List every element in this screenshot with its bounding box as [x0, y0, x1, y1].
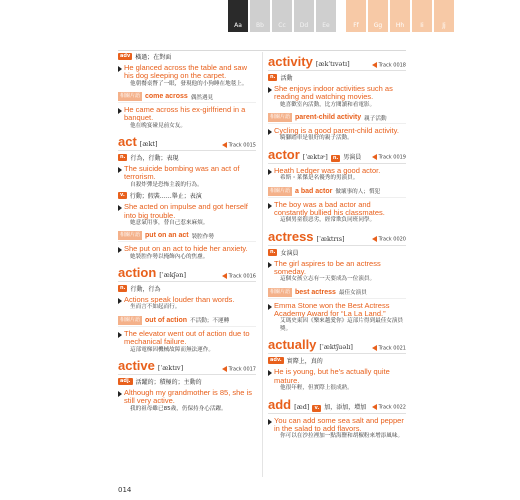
entry-header: [118, 265, 256, 282]
phrase-english: parent-child activity: [295, 114, 362, 122]
tab-label: Bb: [256, 22, 264, 29]
track-label: Track 0021: [378, 345, 406, 352]
audio-track[interactable]: [372, 345, 406, 352]
track-label: Track 0015: [228, 142, 256, 149]
definition-text: 男演員: [343, 153, 362, 161]
track-label: Track 0017: [228, 366, 256, 373]
track-label: Track 0019: [378, 154, 406, 161]
pos-badge: v.: [120, 192, 125, 199]
headword: activity: [268, 54, 313, 69]
audio-track[interactable]: [222, 273, 256, 280]
phrase-english: put on an act: [145, 232, 189, 240]
phrase-chinese: 最佳女演員: [338, 290, 367, 297]
bullet-arrow-icon: [268, 87, 272, 93]
example-english: He is young, but he’s actually quite mature.: [274, 367, 390, 385]
example: [118, 165, 256, 189]
example: [268, 127, 406, 143]
track-label: Track 0022: [378, 404, 406, 411]
example-chinese: 我的祖母雖已85歲，仍保持身心活躍。: [130, 405, 227, 412]
tab-bb[interactable]: [250, 0, 270, 32]
phrase-tag: 相關片語: [270, 288, 291, 295]
track-label: Track 0018: [378, 62, 406, 68]
bullet-arrow-icon: [118, 247, 122, 253]
bullet-arrow-icon: [118, 66, 122, 72]
headword: active: [118, 358, 155, 374]
example-english: Actions speak louder than words.: [124, 295, 235, 305]
speaker-icon[interactable]: [222, 273, 227, 279]
example-chinese: 他很年輕，但實際上很成熟。: [280, 385, 353, 392]
pos-badge: v.: [314, 404, 320, 411]
phonetic: [ækˈtɪvətɪ]: [315, 60, 350, 68]
example: [118, 64, 256, 88]
phonetic: [ækt]: [139, 140, 158, 149]
example-chinese: 希斯・萊傑是名優秀的男演員。: [280, 175, 359, 182]
headword: act: [118, 134, 137, 150]
example-chinese: 坐而言不如起而行。: [130, 304, 181, 311]
definition-text: 行為，行動；表現: [130, 155, 179, 163]
pos-badge: n.: [120, 285, 126, 292]
speaker-icon[interactable]: [222, 366, 227, 372]
tab-gg[interactable]: [368, 0, 388, 32]
definition-line: [268, 248, 406, 257]
example: [118, 330, 256, 354]
example-chinese: 她喜歡室內活動，比方閱讀和看電影。: [280, 101, 376, 108]
left-column: [118, 50, 256, 413]
example-english: You can add some sea salt and pepper in the salad to add flavors.: [274, 415, 404, 433]
definition-line: [268, 356, 406, 365]
track-label: Track 0020: [378, 236, 406, 243]
example: [268, 167, 406, 183]
tab-label: Dd: [299, 22, 309, 29]
audio-track[interactable]: [222, 142, 256, 149]
track-label: Track 0016: [228, 273, 256, 280]
tab-label: Ff: [353, 22, 359, 29]
phrase-chinese: 偶然遇見: [190, 94, 214, 101]
bullet-arrow-icon: [268, 370, 272, 376]
related-phrase: [118, 92, 256, 103]
right-column: [268, 50, 406, 441]
tab-dd[interactable]: [294, 0, 314, 32]
example: [268, 302, 406, 334]
related-phrase: [118, 231, 256, 242]
entry-header: [268, 229, 406, 246]
example-chinese: 這部電梯因機械故障而無法運作。: [130, 346, 214, 353]
example-chinese: 騎腳踏車是很好的親子活動。: [280, 135, 353, 142]
entry-action: [118, 265, 256, 354]
definition-text: 加，添加，增加: [324, 403, 367, 411]
definition-line: [268, 73, 406, 82]
entry-header: [268, 54, 406, 71]
alphabet-tabs: [228, 0, 456, 32]
headword: add: [268, 396, 292, 412]
entry-activity: [268, 54, 406, 143]
bullet-arrow-icon: [118, 391, 122, 397]
entry-actor: [268, 147, 406, 225]
pos-badge: n.: [270, 248, 276, 255]
bullet-arrow-icon: [118, 332, 122, 338]
phonetic: [ˈæktʃuəlɪ]: [319, 343, 353, 352]
example-chinese: 這個男童很惡劣，經常欺負同班同學。: [280, 217, 376, 224]
phrase-english: a bad actor: [295, 187, 333, 195]
definition-text: 行動；假裝……舉止；表演: [129, 193, 202, 201]
pos-badge: n.: [270, 74, 276, 80]
definition-line: [118, 284, 256, 293]
example-english: The elevator went out of action due to mechanical failure.: [124, 328, 250, 347]
example-chinese: 這個女孩立志有一天要成為一位演員。: [280, 276, 376, 283]
example-chinese: 自殺炸彈是恐怖主義的行為。: [130, 181, 203, 188]
example-chinese: 她意氣用事，替自己惹來麻煩。: [130, 219, 209, 226]
tab-label: Ee: [322, 22, 330, 29]
entry-active: [118, 358, 256, 413]
example: [118, 245, 256, 261]
tab-hh[interactable]: [390, 0, 410, 32]
example: [118, 389, 256, 413]
phrase-chinese: 不活動；不運轉: [190, 318, 230, 325]
definition-text: 橫過；在對面: [135, 54, 172, 61]
bullet-arrow-icon: [118, 298, 122, 304]
example-english: He glanced across the table and saw his dog sleeping on the carpet.: [124, 63, 247, 81]
pos-badge: adj.: [120, 378, 131, 385]
entry-add: [268, 397, 406, 441]
entry-header: [268, 337, 406, 354]
bullet-arrow-icon: [118, 167, 122, 173]
headword: action: [118, 265, 157, 281]
tab-label: Jj: [442, 22, 446, 29]
headword: actually: [268, 337, 317, 353]
phrase-tag: 相關片語: [120, 93, 141, 100]
phonetic: [æd]: [294, 402, 310, 411]
phrase-chinese: 親子活動: [364, 115, 387, 122]
phonetic: [ˈæktɚ]: [302, 152, 328, 161]
example-english: She enjoys indoor activities such as reading and watching movies.: [274, 84, 393, 102]
entry-header: [268, 397, 406, 414]
speaker-icon[interactable]: [372, 62, 377, 68]
phrase-tag: 相關片語: [120, 232, 141, 239]
speaker-icon[interactable]: [372, 345, 377, 351]
related-phrase: [268, 113, 406, 124]
example-chinese: 你可以在沙拉裡加一點海鹽和胡椒粉來增添風味。: [280, 433, 404, 440]
example-english: Although my grandmother is 85, she is still very active.: [124, 388, 252, 406]
entry-actually: [268, 337, 406, 392]
example: [268, 85, 406, 109]
bullet-arrow-icon: [268, 129, 272, 135]
example-english: She acted on impulse and got herself into big trouble.: [124, 202, 248, 220]
definition-text: 實際上，真的: [286, 358, 323, 366]
speaker-icon[interactable]: [372, 236, 377, 242]
example: [268, 201, 406, 225]
tab-cc[interactable]: [272, 0, 292, 32]
entry-header: [118, 358, 256, 375]
example-english: She put on an act to hide her anxiety.: [124, 244, 248, 254]
phrase-chinese: 裝腔作勢: [191, 233, 214, 240]
example-chinese: 他朝餐桌瞥了一眼，發現他的小狗睡在地毯上。: [130, 80, 248, 87]
phrase-english: out of action: [145, 316, 188, 324]
headword: actress: [268, 228, 314, 244]
example: [118, 296, 256, 312]
related-phrase: [268, 288, 406, 299]
audio-track[interactable]: [372, 154, 406, 161]
example-chinese: 她裝腔作勢以掩飾內心的焦慮。: [130, 253, 209, 260]
bullet-arrow-icon: [268, 203, 272, 209]
tab-ii[interactable]: [412, 0, 432, 32]
column-divider: [262, 52, 263, 477]
example-english: Emma Stone won the Best Actress Academy Award for “La La Land.”: [274, 300, 390, 319]
tab-aa[interactable]: [228, 0, 248, 32]
pos-badge: n.: [332, 154, 339, 161]
phonetic: [ˈæktɪv]: [157, 364, 184, 373]
related-phrase: [118, 316, 256, 327]
example: [268, 417, 406, 441]
related-phrase: [268, 187, 406, 198]
definition-line: [118, 377, 256, 386]
example-english: He came across his ex-girlfriend in a banquet.: [124, 105, 246, 123]
tab-label: Hh: [395, 22, 405, 29]
headword: actor: [268, 146, 300, 162]
bullet-arrow-icon: [268, 169, 272, 175]
definition-line: [118, 52, 256, 61]
speaker-icon[interactable]: [222, 142, 227, 148]
bullet-arrow-icon: [118, 205, 122, 211]
entry-header: [118, 134, 256, 151]
example: [118, 203, 256, 227]
bullet-arrow-icon: [118, 108, 122, 114]
definition-text: 活動: [280, 75, 293, 82]
phrase-tag: 相關片語: [270, 187, 291, 194]
entry-header: [268, 147, 406, 164]
audio-track[interactable]: [372, 236, 406, 243]
example-chinese: 艾瑪史東因《樂來越愛你》這部片得到最佳女演員獎。: [280, 318, 404, 332]
definition-text: 行動，行為: [130, 286, 161, 294]
example-english: Cycling is a good parent-child activity.: [274, 126, 399, 136]
example-english: Heath Ledger was a good actor.: [274, 165, 381, 175]
definition-text: 活躍的；積極的；主動的: [135, 379, 202, 387]
bullet-arrow-icon: [268, 304, 272, 310]
phrase-tag: 相關片語: [120, 316, 141, 323]
tab-label: Cc: [278, 22, 286, 29]
phonetic: [ˈæktrɪs]: [316, 234, 345, 243]
phonetic: [ˈækʃən]: [159, 271, 187, 280]
audio-track[interactable]: [372, 404, 406, 411]
bullet-arrow-icon: [268, 262, 272, 268]
example-english: The suicide bombing was an act of terrorism.: [124, 164, 240, 182]
speaker-icon[interactable]: [372, 404, 377, 410]
audio-track[interactable]: [372, 62, 406, 69]
example-english: The boy was a bad actor and constantly bullied his classmates.: [274, 199, 385, 217]
tab-label: Aa: [234, 22, 242, 29]
example: [268, 260, 406, 284]
page-number: 014: [118, 486, 132, 494]
audio-track[interactable]: [222, 366, 256, 373]
example-english: The girl aspires to be an actress someday.: [274, 258, 381, 277]
example: [118, 106, 256, 130]
tab-ee[interactable]: [316, 0, 336, 32]
tab-label: Ii: [420, 22, 424, 29]
phrase-english: best actress: [295, 288, 336, 296]
entry-actress: [268, 229, 406, 334]
pos-badge: adv.: [270, 357, 282, 364]
tab-jj[interactable]: [434, 0, 454, 32]
phrase-chinese: 做壞事的人；慣犯: [335, 189, 381, 196]
entry-act: [118, 134, 256, 261]
tab-label: Gg: [373, 22, 383, 29]
tab-ff[interactable]: [346, 0, 366, 32]
entry-across-continued: [118, 52, 256, 130]
example-chinese: 他在晚宴碰見前女友。: [130, 122, 186, 129]
definition-line: [118, 153, 256, 162]
bullet-arrow-icon: [268, 419, 272, 425]
speaker-icon[interactable]: [372, 154, 377, 160]
definition-line: [118, 191, 256, 200]
phrase-english: come across: [145, 93, 188, 101]
pos-badge: n.: [120, 154, 126, 161]
example: [268, 368, 406, 392]
definition-text: 女演員: [280, 249, 299, 257]
phrase-tag: 相關片語: [270, 114, 291, 121]
pos-badge: adv: [120, 53, 131, 59]
